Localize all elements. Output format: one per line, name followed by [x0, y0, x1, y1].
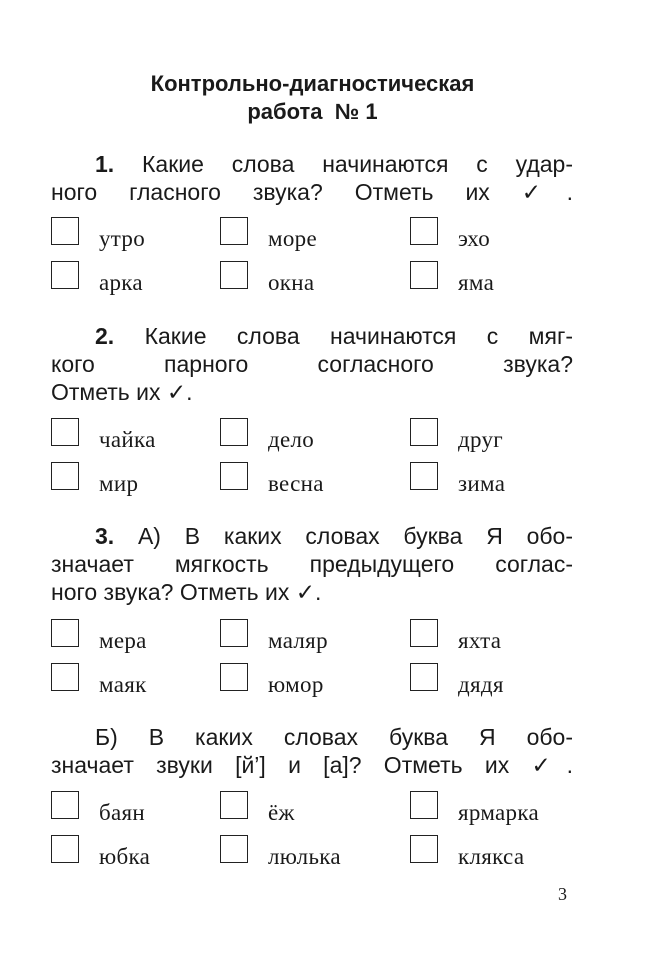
checkbox[interactable] [51, 462, 79, 490]
option-word: чайка [99, 427, 156, 452]
question-3a: 3. А) В каких словах буква Я обо- значает мягкость предыдущего соглас- ного звука? Отметь их ✓. [51, 523, 573, 605]
option-word: люлька [268, 844, 341, 869]
checkbox[interactable] [220, 261, 248, 289]
option-word: яхта [458, 628, 502, 653]
option-word: баян [99, 800, 145, 825]
options-row [0, 418, 650, 450]
checkbox[interactable] [51, 619, 79, 647]
option-word: яма [458, 270, 495, 295]
checkbox[interactable] [51, 791, 79, 819]
question-1: 1. Какие слова начинаются с удар- ного гласного звука? Отметь их ✓. [51, 151, 574, 205]
option-word: мир [99, 471, 139, 496]
checkbox[interactable] [410, 462, 438, 490]
checkbox[interactable] [220, 619, 248, 647]
question-2: 2. Какие слова начинаются с мяг- кого парного согласного звука? Отметь их ✓. [51, 323, 573, 405]
checkbox[interactable] [51, 835, 79, 863]
option-word: клякса [458, 844, 525, 869]
option-word: ёж [268, 800, 295, 825]
question-number: 3. [95, 523, 115, 549]
option-word: утро [99, 226, 146, 251]
checkbox[interactable] [220, 835, 248, 863]
checkbox[interactable] [220, 663, 248, 691]
option-word: мера [99, 628, 147, 653]
checkbox[interactable] [410, 418, 438, 446]
checkbox[interactable] [220, 791, 248, 819]
options-row [0, 217, 650, 249]
title-line-1: Контрольно-диагностическая [150, 71, 475, 96]
checkbox[interactable] [220, 462, 248, 490]
checkbox[interactable] [410, 791, 438, 819]
option-word: весна [268, 471, 324, 496]
checkbox[interactable] [51, 217, 79, 245]
option-word: друг [458, 427, 504, 452]
options-row [0, 791, 650, 823]
option-word: юмор [268, 672, 324, 697]
options-row [0, 663, 650, 695]
options-row [0, 462, 650, 494]
option-word: арка [99, 270, 143, 295]
page-number: 3 [558, 884, 567, 904]
checkbox[interactable] [220, 217, 248, 245]
option-word: море [268, 226, 317, 251]
checkbox[interactable] [51, 663, 79, 691]
checkbox[interactable] [220, 418, 248, 446]
checkbox[interactable] [51, 418, 79, 446]
option-word: окна [268, 270, 315, 295]
option-word: маяк [99, 672, 147, 697]
checkbox[interactable] [410, 261, 438, 289]
question-number: 2. [95, 323, 115, 349]
checkbox[interactable] [51, 261, 79, 289]
question-number: 1. [95, 151, 115, 177]
question-3b: Б) В каких словах буква Я обо- значает звуки [й’] и [а]? Отметь их ✓. [51, 724, 573, 778]
option-word: дело [268, 427, 315, 452]
checkbox[interactable] [410, 217, 438, 245]
option-word: юбка [99, 844, 151, 869]
options-row [0, 835, 650, 867]
worksheet-title [0, 70, 625, 126]
options-row [0, 261, 650, 293]
checkbox[interactable] [410, 619, 438, 647]
checkbox[interactable] [410, 663, 438, 691]
option-word: дядя [458, 672, 504, 697]
option-word: зима [458, 471, 506, 496]
title-line-2: работа № 1 [247, 99, 378, 124]
options-row [0, 619, 650, 651]
option-word: маляр [268, 628, 328, 653]
option-word: эхо [458, 226, 490, 251]
checkbox[interactable] [410, 835, 438, 863]
option-word: ярмарка [458, 800, 539, 825]
